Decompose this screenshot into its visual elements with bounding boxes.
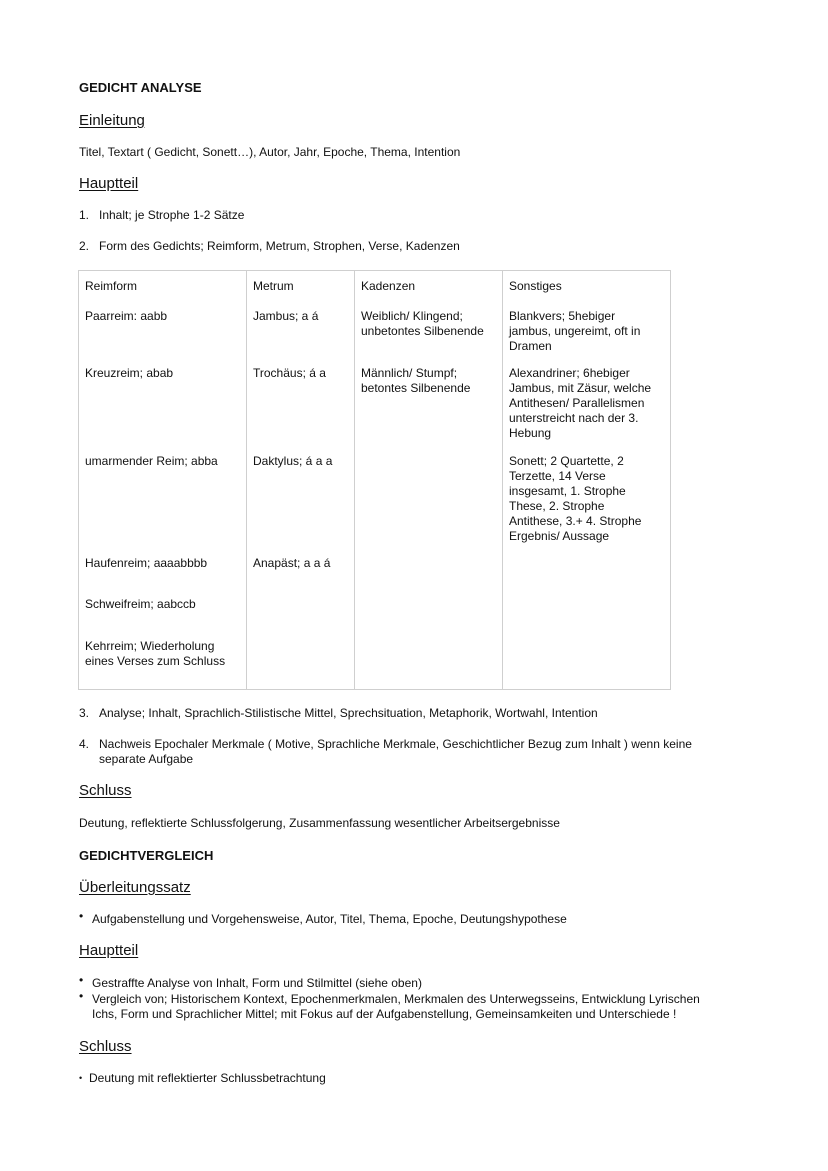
kadenzen-column: [361, 301, 496, 690]
table-cell: Blankvers; 5hebiger jambus, ungereimt, oft in Dramen: [509, 308, 641, 353]
table-cell: Haufenreim; aaaabbbb: [85, 555, 208, 570]
page-title: GEDICHT ANALYSE: [79, 80, 202, 95]
bullet-icon: •: [79, 973, 84, 987]
table-cell: Daktylus; á a a: [253, 453, 333, 468]
table-cell: Weiblich/ Klingend; unbetontes Silbenende: [361, 308, 484, 338]
bullet-icon: •: [79, 989, 84, 1003]
list-text: Analyse; Inhalt, Sprachlich-Stilistische Mittel, Sprechsituation, Metaphorik, Wortwahl, Intention: [99, 706, 598, 720]
table-header: Metrum: [247, 271, 355, 301]
ueberleitung-heading: Überleitungssatz: [79, 879, 191, 896]
vergleich-hauptteil-heading: Hauptteil: [79, 942, 139, 959]
list-text: Form des Gedichts; Reimform, Metrum, Strophen, Verse, Kadenzen: [99, 239, 460, 253]
list-number: 4.: [79, 737, 90, 751]
bullet-text: Gestraffte Analyse von Inhalt, Form und Stilmittel (siehe oben): [92, 976, 422, 990]
list-text: separate Aufgabe: [99, 752, 194, 766]
table-cell: umarmender Reim; abba: [85, 453, 218, 468]
table-cell: Kehrreim; Wiederholung eines Verses zum Schluss: [85, 638, 226, 668]
list-item: [79, 239, 460, 254]
list-text: Nachweis Epochaler Merkmale ( Motive, Sprachliche Merkmale, Geschichtlicher Bezug zum Inhalt ) wenn keine: [99, 737, 692, 751]
table-cell: Kreuzreim; abab: [85, 365, 174, 380]
sonstiges-column: [509, 301, 664, 690]
bullet-text: Aufgabenstellung und Vorgehensweise, Autor, Titel, Thema, Epoche, Deutungshypothese: [92, 912, 567, 926]
bullet-text: Ichs, Form und Sprachlicher Mittel; mit Fokus auf der Aufgabenstellung, Gemeinsamkeiten und Unterschiede !: [92, 1007, 677, 1021]
bullet-icon: •: [79, 909, 84, 923]
schluss-heading: Schluss: [79, 782, 132, 799]
list-number: 1.: [79, 208, 90, 222]
section-title: GEDICHTVERGLEICH: [79, 848, 214, 863]
metrum-column: [253, 301, 348, 690]
list-item: [79, 208, 245, 223]
table-cell: Anapäst; a a á: [253, 555, 331, 570]
table-cell: Paarreim: aabb: [85, 308, 168, 323]
table-header: Sonstiges: [503, 271, 671, 301]
table-cell: Männlich/ Stumpf; betontes Silbenende: [361, 365, 471, 395]
table-cell: Schweifreim; aabccb: [85, 596, 196, 611]
bullet-text: Deutung mit reflektierter Schlussbetrachtung: [89, 1071, 326, 1085]
table-cell: Trochäus; á a: [253, 365, 326, 380]
list-item: [79, 706, 598, 721]
list-item: [79, 737, 692, 766]
form-table: [78, 270, 671, 690]
table-header: Kadenzen: [355, 271, 503, 301]
bullet-icon: •: [79, 1073, 83, 1083]
bullet-text: Vergleich von; Historischem Kontext, Epochenmerkmalen, Merkmalen des Unterwegsseins, Entwicklung Lyrischen: [92, 992, 700, 1006]
einleitung-heading: Einleitung: [79, 112, 145, 129]
hauptteil-heading: Hauptteil: [79, 175, 139, 192]
reimform-column: [85, 301, 240, 690]
list-number: 3.: [79, 706, 90, 720]
list-number: 2.: [79, 239, 90, 253]
table-cell: Sonett; 2 Quartette, 2 Terzette, 14 Verse insgesamt, 1. Strophe These, 2. Strophe Antithese, 3.+ 4. Strophe Ergebnis/ Aussage: [509, 453, 642, 543]
table-cell: Alexandriner; 6hebiger Jambus, mit Zäsur, welche Antithesen/ Parallelismen unterstreicht nach der 3. Hebung: [509, 365, 652, 440]
einleitung-text: Titel, Textart ( Gedicht, Sonett…), Autor, Jahr, Epoche, Thema, Intention: [79, 145, 461, 159]
vergleich-schluss-heading: Schluss: [79, 1038, 132, 1055]
schluss-text: Deutung, reflektierte Schlussfolgerung, Zusammenfassung wesentlicher Arbeitsergebnisse: [79, 816, 560, 830]
table-cell: Jambus; a á: [253, 308, 319, 323]
table-header: Reimform: [79, 271, 247, 301]
list-text: Inhalt; je Strophe 1-2 Sätze: [99, 208, 245, 222]
